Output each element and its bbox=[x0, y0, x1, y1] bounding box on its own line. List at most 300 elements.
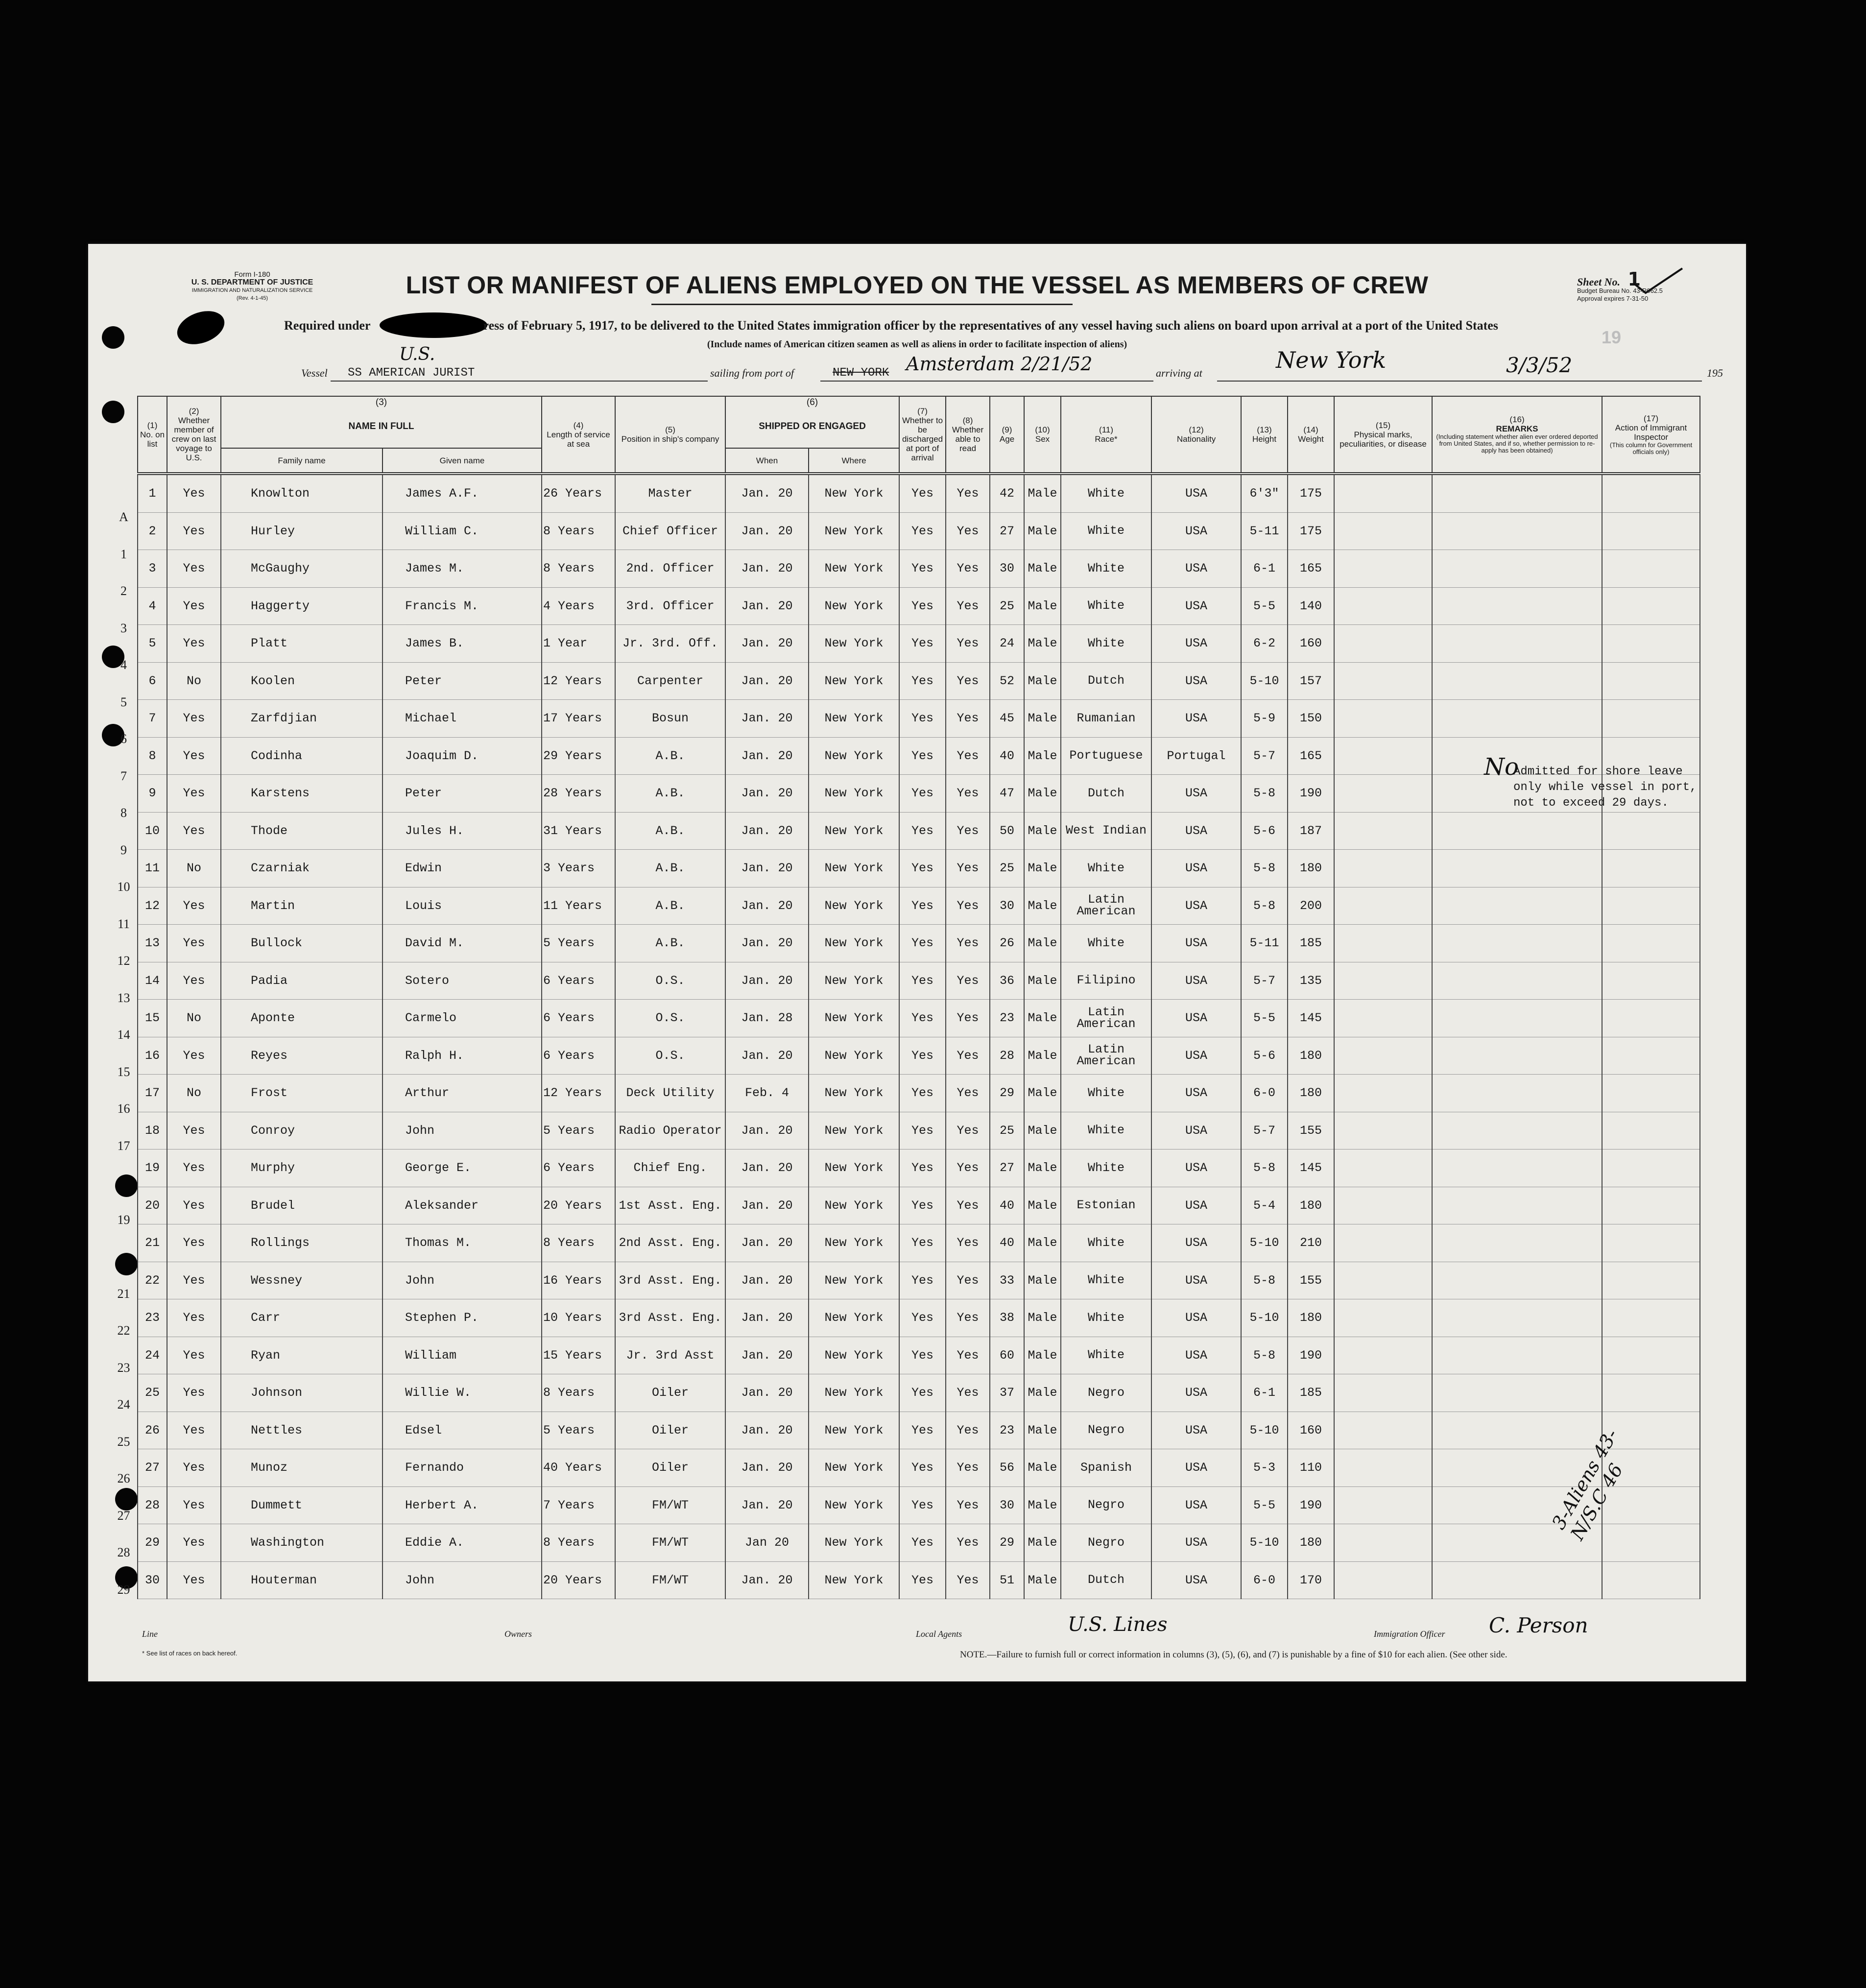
cell-shipped-where: New York bbox=[809, 662, 899, 700]
cell-family-name: Wessney bbox=[221, 1262, 383, 1299]
cell-crew-last-voyage: Yes bbox=[167, 1337, 221, 1374]
cell-nationality: USA bbox=[1151, 1000, 1241, 1037]
cell-shipped-where: New York bbox=[809, 1262, 899, 1299]
cell-discharged: Yes bbox=[899, 550, 946, 588]
cell-shipped-where: New York bbox=[809, 1299, 899, 1337]
column-number: (14) bbox=[1303, 425, 1318, 434]
table-row bbox=[138, 1224, 1700, 1262]
cell-list-number: 13 bbox=[138, 925, 167, 962]
cell-shipped-when: Jan. 20 bbox=[725, 1187, 809, 1224]
footer-agents-handwritten: U.S. Lines bbox=[1068, 1613, 1168, 1636]
cell-weight: 155 bbox=[1288, 1112, 1334, 1150]
cell-sex: Male bbox=[1024, 1187, 1061, 1224]
cell-sex: Male bbox=[1024, 1337, 1061, 1374]
cell-height: 5-8 bbox=[1241, 1337, 1288, 1374]
cell-weight: 160 bbox=[1288, 1412, 1334, 1449]
cell-position: FM/WT bbox=[615, 1561, 725, 1599]
cell-remarks bbox=[1432, 474, 1602, 512]
cell-shipped-when: Jan. 20 bbox=[725, 587, 809, 625]
cell-weight: 187 bbox=[1288, 812, 1334, 850]
column-number: (1) bbox=[147, 420, 158, 430]
cell-position: 3rd Asst. Eng. bbox=[615, 1299, 725, 1337]
cell-list-number: 10 bbox=[138, 812, 167, 850]
column-number: (5) bbox=[665, 425, 675, 434]
cell-physical-marks bbox=[1334, 1524, 1432, 1562]
cell-given-name: Arthur bbox=[383, 1075, 542, 1112]
cell-crew-last-voyage: Yes bbox=[167, 1449, 221, 1487]
cell-length-of-service: 7 Years bbox=[542, 1486, 615, 1524]
cell-list-number: 9 bbox=[138, 775, 167, 813]
cell-height: 6-1 bbox=[1241, 550, 1288, 588]
punch-hole bbox=[115, 1488, 138, 1510]
cell-discharged: Yes bbox=[899, 1449, 946, 1487]
cell-race: White bbox=[1061, 625, 1151, 663]
cell-able-to-read: Yes bbox=[946, 1299, 990, 1337]
margin-line-number: 22 bbox=[117, 1323, 130, 1338]
table-row bbox=[138, 1299, 1700, 1337]
cell-shipped-where: New York bbox=[809, 700, 899, 738]
cell-given-name: Ralph H. bbox=[383, 1037, 542, 1075]
cell-family-name: Carr bbox=[221, 1299, 383, 1337]
cell-discharged: Yes bbox=[899, 1561, 946, 1599]
cell-physical-marks bbox=[1334, 1224, 1432, 1262]
cell-nationality: USA bbox=[1151, 1486, 1241, 1524]
table-row bbox=[138, 1412, 1700, 1449]
punch-hole bbox=[115, 1174, 138, 1197]
cell-height: 5-7 bbox=[1241, 1112, 1288, 1150]
margin-line-number: 16 bbox=[117, 1102, 130, 1116]
cell-position: A.B. bbox=[615, 850, 725, 887]
cell-sex: Male bbox=[1024, 662, 1061, 700]
cell-height: 6-0 bbox=[1241, 1075, 1288, 1112]
cell-family-name: Codinha bbox=[221, 737, 383, 775]
cell-crew-last-voyage: No bbox=[167, 662, 221, 700]
cell-shipped-where: New York bbox=[809, 1449, 899, 1487]
cell-age: 50 bbox=[990, 812, 1024, 850]
cell-position: Deck Utility bbox=[615, 1075, 725, 1112]
column-number: (12) bbox=[1189, 425, 1204, 434]
cell-sex: Male bbox=[1024, 1524, 1061, 1562]
cell-shipped-when: Jan. 20 bbox=[725, 1112, 809, 1150]
cell-physical-marks bbox=[1334, 1075, 1432, 1112]
cell-physical-marks bbox=[1334, 1561, 1432, 1599]
cell-sex: Male bbox=[1024, 587, 1061, 625]
cell-shipped-where: New York bbox=[809, 1187, 899, 1224]
cell-physical-marks bbox=[1334, 1112, 1432, 1150]
cell-inspector-action bbox=[1602, 512, 1700, 550]
cell-sex: Male bbox=[1024, 1412, 1061, 1449]
cell-age: 40 bbox=[990, 737, 1024, 775]
cell-shipped-where: New York bbox=[809, 1337, 899, 1374]
vessel-prefix-handwritten: U.S. bbox=[399, 344, 435, 364]
cell-family-name: Dummett bbox=[221, 1486, 383, 1524]
cell-age: 33 bbox=[990, 1262, 1024, 1299]
cell-race: White bbox=[1061, 1224, 1151, 1262]
cell-nationality: USA bbox=[1151, 962, 1241, 1000]
cell-able-to-read: Yes bbox=[946, 1412, 990, 1449]
cell-shipped-when: Jan. 20 bbox=[725, 1449, 809, 1487]
column-label: Length of service at sea bbox=[547, 430, 610, 449]
cell-list-number: 8 bbox=[138, 737, 167, 775]
cell-race: White bbox=[1061, 925, 1151, 962]
cell-physical-marks bbox=[1334, 587, 1432, 625]
cell-family-name: Bullock bbox=[221, 925, 383, 962]
cell-crew-last-voyage: Yes bbox=[167, 512, 221, 550]
cell-sex: Male bbox=[1024, 625, 1061, 663]
table-row bbox=[138, 962, 1700, 1000]
cell-shipped-where: New York bbox=[809, 1112, 899, 1150]
cell-height: 5-9 bbox=[1241, 700, 1288, 738]
column-header-given-name: Given name bbox=[383, 448, 542, 474]
cell-age: 36 bbox=[990, 962, 1024, 1000]
cell-height: 5-10 bbox=[1241, 1412, 1288, 1449]
table-row bbox=[138, 925, 1700, 962]
cell-discharged: Yes bbox=[899, 1486, 946, 1524]
cell-position: Carpenter bbox=[615, 662, 725, 700]
cell-shipped-when: Jan. 20 bbox=[725, 1299, 809, 1337]
cell-nationality: USA bbox=[1151, 1112, 1241, 1150]
table-row bbox=[138, 1561, 1700, 1599]
margin-line-number: 14 bbox=[117, 1028, 130, 1042]
cell-inspector-action bbox=[1602, 1337, 1700, 1374]
cell-weight: 200 bbox=[1288, 887, 1334, 925]
page-stamp-number: 19 bbox=[1602, 327, 1622, 347]
crew-manifest-table bbox=[137, 396, 1700, 1599]
cell-height: 5-11 bbox=[1241, 512, 1288, 550]
cell-crew-last-voyage: Yes bbox=[167, 1374, 221, 1412]
cell-list-number: 3 bbox=[138, 550, 167, 588]
cell-given-name: Louis bbox=[383, 887, 542, 925]
margin-line-number: 9 bbox=[120, 842, 127, 857]
cell-sex: Male bbox=[1024, 737, 1061, 775]
cell-able-to-read: Yes bbox=[946, 1075, 990, 1112]
margin-line-number: 8 bbox=[120, 806, 127, 820]
cell-able-to-read: Yes bbox=[946, 550, 990, 588]
cell-shipped-where: New York bbox=[809, 962, 899, 1000]
cell-inspector-action bbox=[1602, 925, 1700, 962]
cell-weight: 165 bbox=[1288, 737, 1334, 775]
column-label: Whether able to read bbox=[952, 425, 984, 453]
column-header-discharged bbox=[899, 396, 946, 474]
cell-height: 5-8 bbox=[1241, 1262, 1288, 1299]
cell-weight: 157 bbox=[1288, 662, 1334, 700]
cell-discharged: Yes bbox=[899, 512, 946, 550]
arrival-date-handwritten: 3/3/52 bbox=[1506, 353, 1573, 377]
cell-list-number: 16 bbox=[138, 1037, 167, 1075]
cell-inspector-action bbox=[1602, 1075, 1700, 1112]
cell-shipped-where: New York bbox=[809, 512, 899, 550]
cell-able-to-read: Yes bbox=[946, 587, 990, 625]
cell-position: FM/WT bbox=[615, 1524, 725, 1562]
cell-weight: 145 bbox=[1288, 1000, 1334, 1037]
cell-height: 5-10 bbox=[1241, 1524, 1288, 1562]
cell-discharged: Yes bbox=[899, 1112, 946, 1150]
cell-shipped-when: Jan. 20 bbox=[725, 850, 809, 887]
margin-line-number: A bbox=[119, 510, 128, 524]
table-row bbox=[138, 775, 1700, 813]
cell-nationality: USA bbox=[1151, 887, 1241, 925]
cell-given-name: Carmelo bbox=[383, 1000, 542, 1037]
cell-position: Master bbox=[615, 474, 725, 512]
cell-able-to-read: Yes bbox=[946, 1486, 990, 1524]
cell-discharged: Yes bbox=[899, 1412, 946, 1449]
cell-shipped-when: Jan. 20 bbox=[725, 1337, 809, 1374]
cell-inspector-action bbox=[1602, 1224, 1700, 1262]
cell-age: 28 bbox=[990, 1037, 1024, 1075]
cell-remarks bbox=[1432, 587, 1602, 625]
cell-shipped-when: Jan. 20 bbox=[725, 700, 809, 738]
arriving-port-handwritten: New York bbox=[1276, 347, 1387, 373]
cell-weight: 210 bbox=[1288, 1224, 1334, 1262]
table-row bbox=[138, 512, 1700, 550]
table-row bbox=[138, 550, 1700, 588]
table-row bbox=[138, 850, 1700, 887]
cell-family-name: Padia bbox=[221, 962, 383, 1000]
cell-nationality: USA bbox=[1151, 1412, 1241, 1449]
cell-position: Bosun bbox=[615, 700, 725, 738]
cell-nationality: USA bbox=[1151, 850, 1241, 887]
table-row bbox=[138, 1075, 1700, 1112]
cell-remarks bbox=[1432, 887, 1602, 925]
cell-remarks bbox=[1432, 1374, 1602, 1412]
cell-race: Negro bbox=[1061, 1374, 1151, 1412]
cell-height: 5-10 bbox=[1241, 662, 1288, 700]
cell-length-of-service: 6 Years bbox=[542, 962, 615, 1000]
cell-given-name: Peter bbox=[383, 775, 542, 813]
cell-nationality: Portugal bbox=[1151, 737, 1241, 775]
margin-line-number: 4 bbox=[120, 658, 127, 672]
cell-given-name: Fernando bbox=[383, 1449, 542, 1487]
cell-physical-marks bbox=[1334, 1449, 1432, 1487]
cell-list-number: 14 bbox=[138, 962, 167, 1000]
cell-physical-marks bbox=[1334, 1412, 1432, 1449]
cell-age: 42 bbox=[990, 474, 1024, 512]
cell-position: Radio Operator bbox=[615, 1112, 725, 1150]
cell-shipped-when: Jan. 20 bbox=[725, 1561, 809, 1599]
cell-remarks bbox=[1432, 850, 1602, 887]
cell-shipped-where: New York bbox=[809, 737, 899, 775]
cell-physical-marks bbox=[1334, 550, 1432, 588]
margin-line-number: 5 bbox=[120, 695, 127, 709]
cell-shipped-where: New York bbox=[809, 1000, 899, 1037]
cell-list-number: 17 bbox=[138, 1075, 167, 1112]
cell-discharged: Yes bbox=[899, 1524, 946, 1562]
cell-weight: 145 bbox=[1288, 1150, 1334, 1187]
cell-length-of-service: 8 Years bbox=[542, 550, 615, 588]
crew-rows bbox=[138, 474, 1700, 1599]
cell-crew-last-voyage: Yes bbox=[167, 1187, 221, 1224]
cell-crew-last-voyage: No bbox=[167, 1075, 221, 1112]
cell-nationality: USA bbox=[1151, 474, 1241, 512]
cell-given-name: Edwin bbox=[383, 850, 542, 887]
alien-tally-handwritten: 3-Aliens 43- N/S.C 46 bbox=[1548, 1425, 1627, 1544]
cell-shipped-when: Jan. 20 bbox=[725, 474, 809, 512]
cell-given-name: Sotero bbox=[383, 962, 542, 1000]
cell-race: White bbox=[1061, 1337, 1151, 1374]
remark-handwritten-no: No bbox=[1484, 753, 1519, 781]
cell-weight: 175 bbox=[1288, 474, 1334, 512]
cell-physical-marks bbox=[1334, 962, 1432, 1000]
include-note: (Include names of American citizen seamen as well as aliens in order to facilitate inspection of aliens) bbox=[707, 339, 1127, 350]
cell-age: 56 bbox=[990, 1449, 1024, 1487]
cell-remarks bbox=[1432, 925, 1602, 962]
cell-remarks bbox=[1432, 1262, 1602, 1299]
cell-height: 5-3 bbox=[1241, 1449, 1288, 1487]
margin-line-number: 25 bbox=[117, 1434, 130, 1449]
column-label: Sex bbox=[1035, 434, 1050, 444]
cell-shipped-when: Jan. 20 bbox=[725, 1224, 809, 1262]
cell-given-name: Thomas M. bbox=[383, 1224, 542, 1262]
cell-able-to-read: Yes bbox=[946, 625, 990, 663]
cell-family-name: Thode bbox=[221, 812, 383, 850]
cell-able-to-read: Yes bbox=[946, 1449, 990, 1487]
cell-inspector-action bbox=[1602, 1561, 1700, 1599]
cell-sex: Male bbox=[1024, 1449, 1061, 1487]
cell-crew-last-voyage: No bbox=[167, 1000, 221, 1037]
cell-shipped-when: Jan. 20 bbox=[725, 887, 809, 925]
margin-line-number: 15 bbox=[117, 1064, 130, 1079]
column-header-height bbox=[1241, 396, 1288, 474]
cell-remarks bbox=[1432, 1075, 1602, 1112]
cell-shipped-when: Jan 20 bbox=[725, 1524, 809, 1562]
cell-physical-marks bbox=[1334, 1337, 1432, 1374]
cell-crew-last-voyage: Yes bbox=[167, 700, 221, 738]
penalty-note: NOTE.—Failure to furnish full or correct information in columns (3), (5), (6), and (7) is punishable by a fine of $10 for each alien. (See other side. bbox=[960, 1650, 1507, 1660]
column-label: Position in ship's company bbox=[621, 434, 719, 444]
cell-list-number: 15 bbox=[138, 1000, 167, 1037]
cell-sex: Male bbox=[1024, 1037, 1061, 1075]
cell-inspector-action bbox=[1602, 587, 1700, 625]
table-row bbox=[138, 1037, 1700, 1075]
cell-sex: Male bbox=[1024, 1150, 1061, 1187]
cell-position: 2nd Asst. Eng. bbox=[615, 1224, 725, 1262]
cell-position: A.B. bbox=[615, 812, 725, 850]
cell-inspector-action bbox=[1602, 1374, 1700, 1412]
cell-position: FM/WT bbox=[615, 1486, 725, 1524]
cell-crew-last-voyage: Yes bbox=[167, 1486, 221, 1524]
cell-age: 37 bbox=[990, 1374, 1024, 1412]
cell-age: 27 bbox=[990, 1150, 1024, 1187]
cell-able-to-read: Yes bbox=[946, 1524, 990, 1562]
cell-age: 40 bbox=[990, 1187, 1024, 1224]
cell-shipped-when: Jan. 20 bbox=[725, 662, 809, 700]
table-row bbox=[138, 737, 1700, 775]
cell-shipped-when: Jan. 20 bbox=[725, 1262, 809, 1299]
form-number: Form I-180 bbox=[234, 270, 270, 279]
margin-line-number: 29 bbox=[117, 1582, 130, 1597]
cell-height: 5-8 bbox=[1241, 887, 1288, 925]
cell-position: 2nd. Officer bbox=[615, 550, 725, 588]
cell-nationality: USA bbox=[1151, 1561, 1241, 1599]
cell-race: White bbox=[1061, 1075, 1151, 1112]
margin-line-number: 6 bbox=[120, 732, 127, 746]
cell-inspector-action bbox=[1602, 700, 1700, 738]
cell-length-of-service: 4 Years bbox=[542, 587, 615, 625]
cell-crew-last-voyage: Yes bbox=[167, 625, 221, 663]
cell-physical-marks bbox=[1334, 775, 1432, 813]
cell-length-of-service: 11 Years bbox=[542, 887, 615, 925]
margin-line-number: 2 bbox=[120, 584, 127, 598]
cell-given-name: William C. bbox=[383, 512, 542, 550]
margin-line-number: 7 bbox=[120, 768, 127, 783]
cell-family-name: Murphy bbox=[221, 1150, 383, 1187]
cell-family-name: Houterman bbox=[221, 1561, 383, 1599]
cell-list-number: 21 bbox=[138, 1224, 167, 1262]
cell-shipped-where: New York bbox=[809, 1486, 899, 1524]
cell-age: 40 bbox=[990, 1224, 1024, 1262]
cell-able-to-read: Yes bbox=[946, 850, 990, 887]
cell-able-to-read: Yes bbox=[946, 512, 990, 550]
cell-able-to-read: Yes bbox=[946, 1000, 990, 1037]
cell-inspector-action bbox=[1602, 1150, 1700, 1187]
cell-shipped-when: Jan. 20 bbox=[725, 1037, 809, 1075]
margin-line-number: 19 bbox=[117, 1212, 130, 1227]
cell-able-to-read: Yes bbox=[946, 1337, 990, 1374]
cell-weight: 170 bbox=[1288, 1561, 1334, 1599]
column-header-inspector-action bbox=[1602, 396, 1700, 474]
service-name: IMMIGRATION AND NATURALIZATION SERVICE bbox=[191, 287, 313, 293]
cell-list-number: 11 bbox=[138, 850, 167, 887]
title-underline bbox=[651, 304, 1073, 305]
cell-nationality: USA bbox=[1151, 1150, 1241, 1187]
cell-able-to-read: Yes bbox=[946, 1224, 990, 1262]
cell-length-of-service: 8 Years bbox=[542, 1224, 615, 1262]
cell-list-number: 24 bbox=[138, 1337, 167, 1374]
cell-physical-marks bbox=[1334, 1150, 1432, 1187]
cell-height: 6-2 bbox=[1241, 625, 1288, 663]
cell-physical-marks bbox=[1334, 512, 1432, 550]
cell-crew-last-voyage: Yes bbox=[167, 887, 221, 925]
cell-shipped-where: New York bbox=[809, 812, 899, 850]
column-number: (9) bbox=[1002, 425, 1012, 434]
form-revision: (Rev. 4-1-45) bbox=[237, 295, 268, 301]
cell-weight: 190 bbox=[1288, 1486, 1334, 1524]
cell-shipped-where: New York bbox=[809, 625, 899, 663]
race-footnote: * See list of races on back hereof. bbox=[142, 1650, 238, 1657]
cell-shipped-where: New York bbox=[809, 1524, 899, 1562]
table-row bbox=[138, 662, 1700, 700]
cell-length-of-service: 5 Years bbox=[542, 1412, 615, 1449]
column-header-family-name: Family name bbox=[221, 448, 383, 474]
cell-family-name: Karstens bbox=[221, 775, 383, 813]
cell-sex: Male bbox=[1024, 1561, 1061, 1599]
budget-number: Budget Bureau No. 43-R062.5 bbox=[1577, 287, 1663, 294]
cell-discharged: Yes bbox=[899, 850, 946, 887]
sailing-underline bbox=[820, 381, 1153, 382]
cell-nationality: USA bbox=[1151, 1037, 1241, 1075]
cell-age: 45 bbox=[990, 700, 1024, 738]
column-label: SHIPPED OR ENGAGED bbox=[759, 421, 866, 431]
cell-race: White bbox=[1061, 1112, 1151, 1150]
cell-race: Estonian bbox=[1061, 1187, 1151, 1224]
cell-discharged: Yes bbox=[899, 887, 946, 925]
cell-given-name: James B. bbox=[383, 625, 542, 663]
cell-family-name: Aponte bbox=[221, 1000, 383, 1037]
cell-given-name: John bbox=[383, 1561, 542, 1599]
cell-shipped-where: New York bbox=[809, 887, 899, 925]
cell-weight: 180 bbox=[1288, 1075, 1334, 1112]
margin-line-number: 3 bbox=[120, 621, 127, 635]
column-number: (17) bbox=[1643, 413, 1659, 423]
cell-able-to-read: Yes bbox=[946, 737, 990, 775]
cell-inspector-action bbox=[1602, 1524, 1700, 1562]
cell-nationality: USA bbox=[1151, 1449, 1241, 1487]
cell-remarks bbox=[1432, 625, 1602, 663]
cell-able-to-read: Yes bbox=[946, 925, 990, 962]
cell-shipped-where: New York bbox=[809, 1037, 899, 1075]
cell-sex: Male bbox=[1024, 474, 1061, 512]
column-label: Height bbox=[1252, 434, 1277, 444]
